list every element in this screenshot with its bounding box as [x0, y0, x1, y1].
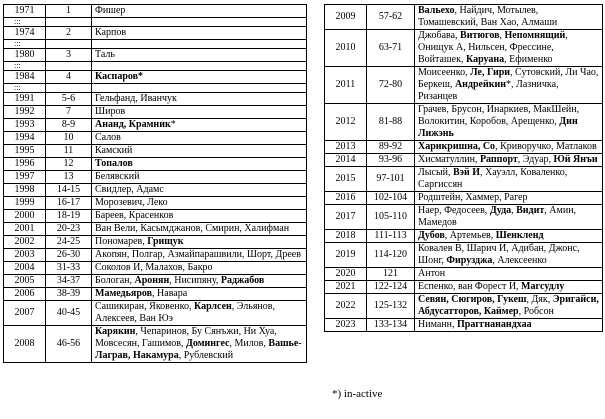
year-cell: 2019	[325, 243, 367, 268]
year-cell: 1994	[4, 132, 46, 145]
year-cell: :::	[4, 40, 46, 49]
table-row	[4, 145, 307, 158]
year-cell: 2015	[325, 167, 367, 192]
table-row	[4, 49, 307, 62]
table-row	[325, 243, 603, 268]
grandmaster-name: Ковалев В, Шарич И, Адибан, Джонс, Шонг,	[418, 243, 580, 266]
table-row	[4, 71, 307, 84]
grandmaster-name: Еспенко, ван Форест И,	[418, 281, 522, 292]
number-range-cell: 102-104	[367, 192, 415, 205]
grandmaster-name: , Эдуар,	[517, 154, 554, 165]
grandmaster-name-bold: Грищук	[147, 236, 184, 247]
grandmaster-name-bold: Андрейкин	[454, 79, 507, 90]
names-cell	[415, 67, 603, 104]
number-range-cell: 81-88	[367, 104, 415, 141]
names-cell	[415, 243, 603, 268]
year-cell: 2020	[325, 268, 367, 281]
grandmaster-name: Свидлер, Адамс	[95, 184, 164, 195]
names-cell	[92, 210, 307, 223]
grandmaster-name: , Алексеенко	[492, 255, 547, 266]
names-cell	[415, 230, 603, 243]
number-range-cell: 38-39	[46, 288, 92, 301]
table-row	[4, 249, 307, 262]
number-range-cell: 111-113	[367, 230, 415, 243]
grandmaster-name: Наер, Федосеев,	[418, 205, 490, 216]
year-cell: 2017	[325, 205, 367, 230]
table-row	[4, 210, 307, 223]
names-cell	[92, 262, 307, 275]
names-cell	[92, 326, 307, 363]
number-range-cell: 121	[367, 268, 415, 281]
names-cell	[92, 18, 307, 27]
grandmaster-name-bold: Ле, Гири	[470, 67, 511, 78]
grandmaster-name: Родштейн, Хаммер, Рагер	[418, 192, 528, 203]
grandmaster-name: , Чепаринов, Бу Сянъжи, Ни Хуа, Мовсесян, Гашимов,	[95, 326, 277, 349]
year-cell: 1971	[4, 5, 46, 18]
grandmaster-name-bold: Витюгов	[460, 30, 500, 41]
names-cell	[92, 27, 307, 40]
grandmaster-name: Карпов	[95, 27, 127, 38]
grandmaster-name: ,	[511, 205, 517, 216]
names-cell	[92, 132, 307, 145]
number-range-cell: 1	[46, 5, 92, 18]
number-range-cell: 31-33	[46, 262, 92, 275]
number-range-cell: 5-6	[46, 93, 92, 106]
grandmaster-name-bold: Домингес	[186, 338, 230, 349]
number-range-cell: 18-19	[46, 210, 92, 223]
grandmaster-name-bold: Топалов	[95, 158, 133, 169]
right-table-body	[325, 5, 603, 332]
year-cell: 2010	[325, 30, 367, 67]
grandmaster-name: Морозевич, Леко	[95, 197, 168, 208]
table-row	[4, 106, 307, 119]
number-range-cell: 16-17	[46, 197, 92, 210]
grandmaster-name: , Эльянов, Алексеев, Ван Юэ	[95, 301, 275, 324]
names-cell	[415, 268, 603, 281]
year-cell: 2003	[4, 249, 46, 262]
grandmaster-name: , Амин, Мамедов	[418, 205, 577, 228]
names-cell	[92, 40, 307, 49]
table-row	[325, 67, 603, 104]
grandmaster-name: *	[170, 119, 176, 130]
grandmaster-name: Бологан,	[95, 275, 135, 286]
grandmaster-name: Таль	[95, 49, 115, 60]
table-row	[4, 119, 307, 132]
continuation-row	[4, 18, 307, 27]
grandmaster-name: Антон	[418, 268, 446, 279]
grandmaster-name: ,	[499, 30, 505, 41]
table-row	[325, 167, 603, 192]
year-cell: 2000	[4, 210, 46, 223]
names-cell	[92, 106, 307, 119]
number-range-cell	[46, 84, 92, 93]
names-cell	[415, 154, 603, 167]
names-cell	[415, 167, 603, 192]
year-cell: 2009	[325, 5, 367, 30]
number-range-cell: 72-80	[367, 67, 415, 104]
grandmaster-name: , Криворучко, Матлаков	[495, 141, 597, 152]
grandmaster-name-bold: Юй Янъи	[553, 154, 598, 165]
names-cell	[415, 205, 603, 230]
number-range-cell: 40-45	[46, 301, 92, 326]
grandmaster-name: Бареев, Красенков	[95, 210, 174, 221]
continuation-row	[4, 62, 307, 71]
grandmaster-name-bold: Фирузджа	[446, 255, 493, 266]
number-range-cell: 7	[46, 106, 92, 119]
number-range-cell: 10	[46, 132, 92, 145]
table-row	[325, 141, 603, 154]
table-row	[325, 154, 603, 167]
names-cell	[92, 49, 307, 62]
names-cell	[415, 319, 603, 332]
number-range-cell: 114-120	[367, 243, 415, 268]
grandmaster-name-bold: Раппорт	[479, 154, 518, 165]
continuation-row	[4, 40, 307, 49]
grandmaster-name: Пономарев,	[95, 236, 148, 247]
number-range-cell: 4	[46, 71, 92, 84]
names-cell	[92, 197, 307, 210]
number-range-cell: 12	[46, 158, 92, 171]
names-cell	[92, 288, 307, 301]
grandmaster-name: Акопян, Полгар, Азмайпарашвили, Шорт, Дреев	[95, 249, 301, 260]
year-cell: 1996	[4, 158, 46, 171]
grandmaster-name-bold: Дубов	[418, 230, 445, 241]
grandmaster-name: Белявский	[95, 171, 140, 182]
year-cell: 1999	[4, 197, 46, 210]
grandmaster-name: , Дяк,	[526, 294, 553, 305]
table-row	[4, 236, 307, 249]
year-cell: 2013	[325, 141, 367, 154]
grandmaster-name-bold: Карлсен	[193, 301, 232, 312]
grandmaster-name: , Рублевский	[178, 350, 234, 361]
names-cell	[92, 84, 307, 93]
names-cell	[415, 192, 603, 205]
table-row	[4, 197, 307, 210]
number-range-cell: 26-30	[46, 249, 92, 262]
grandmaster-name: Ван Вели, Касымджанов, Смирин, Халифман	[95, 223, 290, 234]
year-cell: :::	[4, 62, 46, 71]
year-cell: 2014	[325, 154, 367, 167]
year-cell: 1974	[4, 27, 46, 40]
year-cell: 1992	[4, 106, 46, 119]
grandmaster-name-bold: Ананд, Крамник	[95, 119, 171, 130]
year-cell: :::	[4, 18, 46, 27]
table-row	[4, 171, 307, 184]
number-range-cell: 63-71	[367, 30, 415, 67]
names-cell	[415, 281, 603, 294]
grandmaster-name-bold: Эригайси, Абдусатторов, Каймер	[418, 294, 599, 317]
names-cell	[415, 5, 603, 30]
grandmaster-name: Лысый,	[418, 167, 454, 178]
grandmaster-name: *, Лазничка, Ризанцев	[418, 79, 559, 102]
names-cell	[415, 30, 603, 67]
number-range-cell: 89-92	[367, 141, 415, 154]
table-row	[325, 5, 603, 30]
year-cell: 2001	[4, 223, 46, 236]
grandmaster-name-bold: Видит	[516, 205, 545, 216]
grandmaster-name: Фишер	[95, 5, 126, 16]
table-row	[4, 184, 307, 197]
table-row	[325, 294, 603, 319]
year-cell: 1991	[4, 93, 46, 106]
grandmaster-name: Салов	[95, 132, 121, 143]
year-cell: 2022	[325, 294, 367, 319]
year-cell: 2021	[325, 281, 367, 294]
number-range-cell	[46, 18, 92, 27]
table-row	[4, 301, 307, 326]
grandmaster-name: Джобава,	[418, 30, 461, 41]
left-table-body	[4, 5, 307, 363]
names-cell	[92, 145, 307, 158]
grandmaster-name-bold: Праггнанандхаа	[456, 319, 532, 330]
grandmaster-name-bold: Непомнящий	[504, 30, 566, 41]
grandmaster-name-bold: Карякин	[95, 326, 136, 337]
year-cell: 1995	[4, 145, 46, 158]
footnote: *) in-active	[332, 388, 383, 400]
table-row	[4, 288, 307, 301]
names-cell	[92, 93, 307, 106]
number-range-cell: 20-23	[46, 223, 92, 236]
number-range-cell: 14-15	[46, 184, 92, 197]
number-range-cell: 11	[46, 145, 92, 158]
grandmaster-name-bold: Харикришна, Со	[418, 141, 496, 152]
grandmaster-name-bold: Аронян	[134, 275, 170, 286]
grandmaster-name: , Нисипяну,	[169, 275, 221, 286]
grandmaster-name-bold: Вальехо	[418, 5, 455, 16]
table-row	[4, 27, 307, 40]
grandmaster-name-bold: Дин Лижэнь	[418, 116, 578, 139]
year-cell: :::	[4, 84, 46, 93]
names-cell	[92, 275, 307, 288]
continuation-row	[4, 84, 307, 93]
number-range-cell	[46, 40, 92, 49]
table-row	[325, 30, 603, 67]
year-cell: 2012	[325, 104, 367, 141]
grandmaster-name: Моисеенко,	[418, 67, 471, 78]
grandmaster-name-bold: Севян, Сюгиров, Гукеш	[418, 294, 527, 305]
table-row	[4, 5, 307, 18]
number-range-cell: 133-134	[367, 319, 415, 332]
number-range-cell: 122-124	[367, 281, 415, 294]
grandmaster-name-bold: Раджабов	[220, 275, 265, 286]
number-range-cell: 34-37	[46, 275, 92, 288]
table-row	[325, 268, 603, 281]
year-cell: 2002	[4, 236, 46, 249]
year-cell: 2008	[4, 326, 46, 363]
number-range-cell: 97-101	[367, 167, 415, 192]
year-cell: 2007	[4, 301, 46, 326]
grandmaster-name-bold: Шенкленд	[495, 230, 544, 241]
grandmaster-name-bold: Каруана	[465, 54, 505, 65]
grandmaster-name-bold: Вашье-Лаграв, Накамура	[95, 338, 302, 361]
table-row	[4, 132, 307, 145]
table-row	[325, 205, 603, 230]
grandmaster-name: , Навара	[152, 288, 188, 299]
names-cell	[92, 236, 307, 249]
table-row	[4, 93, 307, 106]
names-cell	[92, 158, 307, 171]
number-range-cell: 13	[46, 171, 92, 184]
table-row	[325, 230, 603, 243]
table-row	[4, 275, 307, 288]
number-range-cell: 24-25	[46, 236, 92, 249]
year-cell: 2004	[4, 262, 46, 275]
grandmaster-name: Широв	[95, 106, 126, 117]
grandmaster-name: Гельфанд, Иванчук	[95, 93, 177, 104]
number-range-cell: 3	[46, 49, 92, 62]
names-cell	[92, 171, 307, 184]
year-cell: 2023	[325, 319, 367, 332]
year-cell: 1997	[4, 171, 46, 184]
grandmaster-name: , Найдич, Мотылев, Томашевский, Ван Хао, Алмаши	[418, 5, 558, 28]
left-table	[3, 4, 307, 363]
table-row	[4, 158, 307, 171]
names-cell	[415, 141, 603, 154]
year-cell: 2018	[325, 230, 367, 243]
grandmaster-name: , Артемьев,	[444, 230, 496, 241]
year-cell: 2005	[4, 275, 46, 288]
table-row	[325, 319, 603, 332]
right-table	[324, 4, 603, 332]
table-row	[4, 326, 307, 363]
grandmaster-name-bold: Каспаров*	[95, 71, 144, 82]
table-row	[325, 281, 603, 294]
grandmaster-name: Хисматуллин,	[418, 154, 480, 165]
table-row	[325, 104, 603, 141]
year-cell: 2006	[4, 288, 46, 301]
names-cell	[92, 184, 307, 197]
grandmaster-name: Соколов И, Малахов, Бакро	[95, 262, 213, 273]
year-cell: 1980	[4, 49, 46, 62]
number-range-cell	[46, 62, 92, 71]
grandmaster-name-bold: Дуда	[489, 205, 512, 216]
grandmaster-name: Грачев, Брусон, Инаркиев, МакШейн, Волокитин, Коробов, Арещенко,	[418, 104, 580, 127]
table-row	[325, 192, 603, 205]
table-row	[4, 262, 307, 275]
grandmaster-name: , Милов,	[229, 338, 269, 349]
grandmaster-name-bold: Мамедьяров	[95, 288, 153, 299]
grandmaster-name-bold: Вэй И	[453, 167, 481, 178]
grandmaster-name: Сашикиран, Яковенко,	[95, 301, 194, 312]
grandmaster-name: , Онищук А, Нильсен, Фрессине, Войташек,	[418, 30, 568, 65]
year-cell: 1993	[4, 119, 46, 132]
number-range-cell: 105-110	[367, 205, 415, 230]
number-range-cell: 8-9	[46, 119, 92, 132]
number-range-cell: 93-96	[367, 154, 415, 167]
names-cell	[415, 294, 603, 319]
grandmaster-name: , Хауэлл, Коваленко, Саргиссян	[418, 167, 568, 190]
grandmaster-name: Камский	[95, 145, 133, 156]
year-cell: 1998	[4, 184, 46, 197]
grandmaster-name: , Сутовский, Ли Чао, Беркеш,	[418, 67, 599, 90]
year-cell: 2011	[325, 67, 367, 104]
year-cell: 2016	[325, 192, 367, 205]
names-cell	[92, 71, 307, 84]
names-cell	[92, 62, 307, 71]
table-row	[4, 223, 307, 236]
names-cell	[415, 104, 603, 141]
number-range-cell: 57-62	[367, 5, 415, 30]
names-cell	[92, 249, 307, 262]
grandmaster-name: , Ефименко	[504, 54, 553, 65]
number-range-cell: 2	[46, 27, 92, 40]
grandmaster-name-bold: Магсудлу	[521, 281, 565, 292]
names-cell	[92, 5, 307, 18]
number-range-cell: 125-132	[367, 294, 415, 319]
grandmaster-name: , Робсон	[518, 306, 554, 317]
names-cell	[92, 301, 307, 326]
year-cell: 1984	[4, 71, 46, 84]
grandmaster-name: Ниманн,	[418, 319, 457, 330]
number-range-cell: 46-56	[46, 326, 92, 363]
names-cell	[92, 119, 307, 132]
names-cell	[92, 223, 307, 236]
